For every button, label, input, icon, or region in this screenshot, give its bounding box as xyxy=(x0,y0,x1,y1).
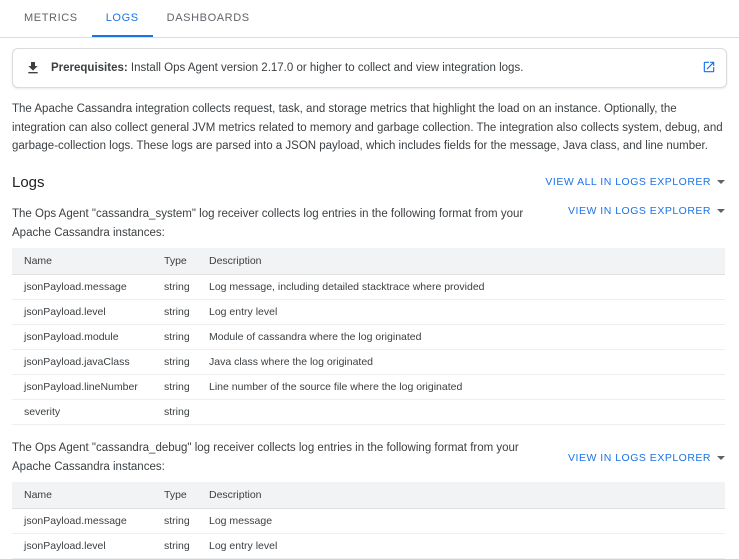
cell-type: string xyxy=(152,509,197,534)
section-header-cassandra-system xyxy=(0,195,739,248)
cell-type: string xyxy=(152,275,197,300)
cell-name: jsonPayload.message xyxy=(12,275,152,300)
cell-description xyxy=(197,400,725,425)
cell-name: jsonPayload.module xyxy=(12,325,152,350)
cell-description: Line number of the source file where the log originated xyxy=(197,375,725,400)
prerequisites-label: Prerequisites: xyxy=(51,61,128,74)
tab-bar xyxy=(0,0,739,38)
column-header-name: Name xyxy=(12,482,152,509)
table-row xyxy=(12,350,725,375)
cell-name: jsonPayload.level xyxy=(12,534,152,559)
chevron-down-icon xyxy=(717,209,725,213)
cassandra-debug-table-wrapper xyxy=(0,482,739,559)
integration-description: The Apache Cassandra integration collects request, task, and storage metrics that highlight the load on an instance. Optionally, the integration can also collect general JVM metrics related to memory and garbage collection. The integration also collects system, debug, and garbage-collection logs. These logs are parsed into a JSON payload, which includes fields for the message, Java class, and line number. xyxy=(12,103,723,153)
prerequisites-detail: Install Ops Agent version 2.17.0 or higher to collect and view integration logs. xyxy=(127,61,524,74)
cell-type: string xyxy=(152,350,197,375)
cell-description: Log message xyxy=(197,509,725,534)
cell-name: jsonPayload.message xyxy=(12,509,152,534)
tab-dashboards[interactable]: DASHBOARDS xyxy=(166,12,250,24)
chevron-down-icon xyxy=(717,180,725,184)
table-row xyxy=(12,325,725,350)
section-description: The Ops Agent "cassandra_system" log receiver collects log entries in the following format from your Apache Cassandra instances: xyxy=(12,207,524,239)
tab-metrics[interactable]: METRICS xyxy=(24,12,78,24)
tab-logs[interactable]: LOGS xyxy=(92,12,153,37)
table-row xyxy=(12,509,725,534)
cell-type: string xyxy=(152,400,197,425)
column-header-type: Type xyxy=(152,482,197,509)
table-header-row xyxy=(12,248,725,275)
column-header-name: Name xyxy=(12,248,152,275)
cell-description: Log entry level xyxy=(197,534,725,559)
cassandra-debug-table xyxy=(12,482,725,559)
cell-name: jsonPayload.javaClass xyxy=(12,350,152,375)
section-description: The Ops Agent "cassandra_debug" log receiver collects log entries in the following format from your Apache Cassandra instances: xyxy=(12,442,519,473)
prerequisites-text xyxy=(51,61,523,76)
view-in-logs-explorer-label: VIEW IN LOGS EXPLORER xyxy=(568,451,711,464)
view-in-logs-explorer-button-system[interactable] xyxy=(568,205,725,217)
logs-section-header xyxy=(0,156,739,195)
cell-description: Java class where the log originated xyxy=(197,350,725,375)
cassandra-system-table-wrapper xyxy=(0,248,739,425)
view-all-in-logs-explorer-label: VIEW ALL IN LOGS EXPLORER xyxy=(545,176,711,189)
cell-type: string xyxy=(152,375,197,400)
cell-type: string xyxy=(152,325,197,350)
table-header-row xyxy=(12,482,725,509)
section-header-cassandra-debug xyxy=(0,425,739,482)
cassandra-system-table xyxy=(12,248,725,425)
table-row xyxy=(12,275,725,300)
view-in-logs-explorer-button-debug[interactable] xyxy=(568,452,725,464)
column-header-description: Description xyxy=(197,482,725,509)
chevron-down-icon xyxy=(717,456,725,460)
table-row xyxy=(12,400,725,425)
cell-description: Log entry level xyxy=(197,300,725,325)
column-header-description: Description xyxy=(197,248,725,275)
page-title: Logs xyxy=(12,173,45,191)
table-row xyxy=(12,300,725,325)
cell-name: jsonPayload.level xyxy=(12,300,152,325)
view-in-logs-explorer-label: VIEW IN LOGS EXPLORER xyxy=(568,204,711,217)
cell-description: Module of cassandra where the log originated xyxy=(197,325,725,350)
table-row xyxy=(12,375,725,400)
column-header-type: Type xyxy=(152,248,197,275)
open-in-new-icon[interactable] xyxy=(702,60,716,74)
cell-type: string xyxy=(152,534,197,559)
cell-name: jsonPayload.lineNumber xyxy=(12,375,152,400)
cell-name: severity xyxy=(12,400,152,425)
prerequisites-banner xyxy=(12,48,727,88)
view-all-in-logs-explorer-button[interactable] xyxy=(545,176,725,188)
table-row xyxy=(12,534,725,559)
download-icon xyxy=(25,60,41,76)
cell-description: Log message, including detailed stacktrace where provided xyxy=(197,275,725,300)
cell-type: string xyxy=(152,300,197,325)
prerequisites-banner-container xyxy=(0,38,739,88)
